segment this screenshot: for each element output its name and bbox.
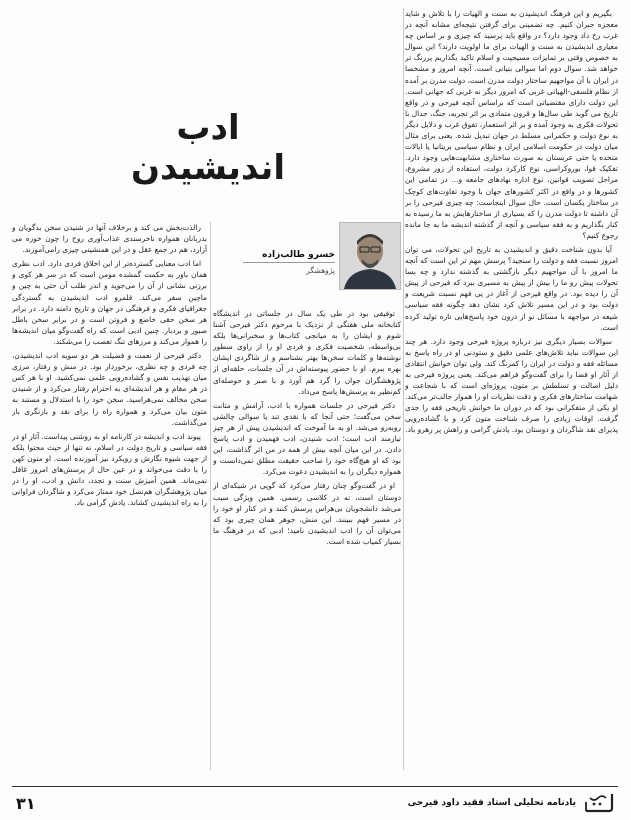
footer-divider xyxy=(12,786,618,787)
paragraph: توفیقی بود در طی یک سال در جلساتی در اندیشگاه کتابخانه ملی هفتگی از نزدیک با مرحوم دکتر فیرحی آشنا شوم و ایشان را به میانجی کتاب‌ها و سخنرانی‌ها بلکه بی‌واسطه، شخصیت فکری و فردی او را از راوی سطور نوشته‌ها و کلمات سخن‌ها بهتر بشناسم و از شاگردی ایشان بهره ببرم. او با حضور پیوسته‌اش در آن جلسات، حلقه‌ای از پژوهشگران جوان را گرد هم آورد و با صبر و حوصله‌ای کم‌نظیر به پرسش‌ها پاسخ می‌داد. xyxy=(213,309,401,396)
magazine-logo-icon xyxy=(580,790,616,814)
paragraph: پیوند ادب و اندیشه در کارنامه او به روشنی پیداست. آثار او در فقه سیاسی و تاریخ دولت در اسلام، نه تنها از حیث محتوا بلکه از جهت شیوه نگارش و رویکرد نیز آموزنده است. او متون کهن را با دقت می‌خواند و در عین حال از پرسش‌های امروز غافل نمی‌ماند. همین آمیزش سنت و تجدد، دانش و ادب، او را در میان پژوهشگران هم‌نسل خود ممتاز می‌کرد و شاگردان فراوانی را به راه اندیشیدن کشاند. یادش گرامی باد. xyxy=(12,431,207,508)
author-divider xyxy=(243,262,335,263)
author-name: خسرو طالب‌زاده xyxy=(262,250,335,260)
article-title: ادب اندیشیدن xyxy=(131,108,285,188)
column-divider xyxy=(210,222,211,770)
paragraph: دکتر فیرحی از نعمت و فضیلت هر دو سویه ادب اندیشیدن، چه فردی و چه نظری، برخوردار بود. در منش و رفتار، مرزی میان تهذیب نفس و گشاده‌رویی علمی نمی‌کشید. او با هر کس در هر مقام و هر اندیشه‌ای به احترام رفتار می‌کرد و از شنیدن سخن مخالف نمی‌هراسید. سخن خود را با استدلال و مستند به متون بیان می‌کرد و همواره راه را برای نقد و بازنگری باز می‌گذاشت. xyxy=(12,351,207,427)
article-column-right xyxy=(405,8,618,770)
paragraph: اما ادب معنایی گسترده‌تر از این اخلاق فردی دارد. ادب نظری همان باور به حکمت گمشده مومن است که در سر هر کوی و برزنی نشانی از آن را می‌جوید و اندر طلب آن حتی به چین و ماچین سفر می‌کند. قلمرو ادب اندیشیدن به گستردگی جغرافیای فکری و فرهنگی در جهان و تاریخ دامنه دارد. در برابر هر سخن حقی خاضع و فروتن است و در برابر سخن باطل صبور و بردبار. چنین ادبی است که راه گفت‌وگو میان اندیشه‌ها را هموار می‌کند و مرزهای تنگ تعصب را می‌شکند. xyxy=(12,259,207,346)
author-box xyxy=(243,222,401,302)
paragraph: او در گفت‌وگو چنان رفتار می‌کرد که گویی در شبکه‌ای از دوستان است، نه در کلاسی رسمی. همین ویژگی سبب می‌شد دانشجویان بی‌هراس پرسش کنند و در کنار او خود را در مسیر فهم ببینند. این منش، جوهر همان چیزی بود که می‌توان آن را ادب اندیشیدن نامید؛ ادبی که در فرهنگ ما بسیار کمیاب شده است. xyxy=(213,481,401,546)
page-footer xyxy=(0,780,630,820)
article-column-middle xyxy=(213,308,401,770)
paragraph: سوالات بسیار دیگری نیز درباره پروژه فیرحی وجود دارد. هر چند این سوالات نباید تلاش‌های علمی دقیق و ستودنی او در راه پاسخ به مسائله فقه و دولت در ایران را کمرنگ کند. ولی توان خوانش انتقادی از آثار او فضا را برای گفت‌وگو فراهم می‌کند. یعنی پروژه فیرحی به دلیل اصالت و تسلطش بر متون، پروژه‌ای است که با شجاعت و شهامت ساختارهای فکری و دقت نظریات او را هموار جالب‌تر می‌کند. او یکی از متفکرانی بود که در دوران ما خوانش تاریخی فقه را جدی گرفت. اوقات زیادی را صرف شناخت متون کرد و با گشاده‌رویی پذیرای نقد شاگردان و دوستان بود. یادش گرامی و راهش پر رهرو باد. xyxy=(405,336,618,435)
article-column-left xyxy=(12,222,207,770)
paragraph: دکتر فیرحی در جلسات همواره با ادب، آرامش و متانت سخن می‌گفت؛ حتی آنجا که با نقدی تند یا سوالی چالشی روبه‌رو می‌شد. او به ما آموخت که اندیشیدن پیش از هر چیز نیازمند ادب است؛ ادب شنیدن، ادب فهمیدن و ادب پاسخ دادن. در این میان آنچه بیش از همه در من اثر گذاشت، این بود که او هیچ‌گاه خود را صاحب حقیقت مطلق نمی‌دانست و همواره دیگران را به اندیشیدن دعوت می‌کرد. xyxy=(213,400,401,477)
paragraph: بگیریم و این فرهنگ اندیشیدن به سنت و الهیات را با تلاش و شاید معجزه جبران کنیم. چه تضمینی برای گرفتن نتیجه‌ای مشابه آنچه در غرب رخ داد وجود دارد؟ در واقع باید پرسید که چیزی و بر اساس چه معیاری اندیشیدن به سنت و الهیات برای ما اولویت دارند؟ این سوال به خصوص وقتی بر تمایزات مسیحیت و اسلام تاکید بگذاریم پررنگ تر خواهد شد. سوال دوم اما سوالی بنیانی است. آنچه امروز و مشخصا در ایران با آن مواجهیم ساختار دولت مدرن است، دولت مدرن بر آمده از نظام فلسفی-الهیاتی غربی که امروز دیگر نه غربی که جهانی است. این دولت دارای مقتضیاتی است که براساس آنچه فیرحی و در واقع تاریخ می گوید طی سال‌ها و قرون متمادی بر اثر تجربه، جنگ، جدال با تحولات فکری به وجود آمده و بر اثر استعمار، تفوق غرب و دلایل دیگر به نوع دولت و حکمرانی مسلط در جهان تبدیل شده. یعنی برای مثال میان دولت در حکومت اسلامی ایران و نظام سیاسی بریتانیا یا ایالات متحده یا حتی عربستان به صورت ساختاری مشابهت‌هایی وجود دارد. تفکیک قوا، بوروکراسی، نوع کارکرد دولت، استفاده از زور مشروع، مراحل تصویب قوانین، نوع اداره نهادهای جامعه و... در تمامی این کشورها و در واقع در اکثر کشورهای جهان با وجود تفاوت‌های کوچک در ساختار یکسان است. حال سوال اینجاست: چه چیزی فیرحی را بر آن داشته تا دولت مدرن را که بسیاری از ساختارهایش به ما رسیده به کنار بگذاریم و به فقه سیاسی و آنچه از گذشته اندیشه ما به جا مانده رجوع کنیم؟ xyxy=(405,9,618,240)
author-portrait-icon xyxy=(340,223,400,289)
page-number: ۳۱ xyxy=(16,794,36,813)
author-role: پژوهشگر xyxy=(306,266,335,275)
column-divider xyxy=(403,8,404,770)
paragraph: آیا بدون شناخت دقیق و اندیشیدن به تاریخ این تحولات، می توان امروز نسبت فقه و دولت را سنجید؟ پرسش مهم تر این است که آنچه ما امروز با آن مواجهیم دیگر بازگشتی به گذشته ندارد و چه بسا تحولات پیش رو ما را بیش از پیش به مسیری ببرد که فیرحی از پیش آن را دیده بود. در واقع فیرحی از آغاز در پی فهم نسبت شریعت و دولت بود و در این مسیر تلاش کرد نشان دهد چگونه فقه سیاسی شیعه در مواجهه با مسائل نو از درون خود پاسخ‌هایی تازه تولید کرده است. xyxy=(405,244,618,332)
footer-section-title: یادنامه تحلیلی استاد فقید داود فیرحی xyxy=(407,798,576,808)
paragraph: رالذت‌بخش می کند و برخلاف آنها در شنیدن سخن بدگویان و بدزبانان همواره ناخرسندی عذاب‌آوری روح را چون خوره می آزارد، هم در جمع عقل و در این همنشینی چیزی رامی‌آموزند. xyxy=(12,223,207,255)
author-photo xyxy=(339,222,401,290)
